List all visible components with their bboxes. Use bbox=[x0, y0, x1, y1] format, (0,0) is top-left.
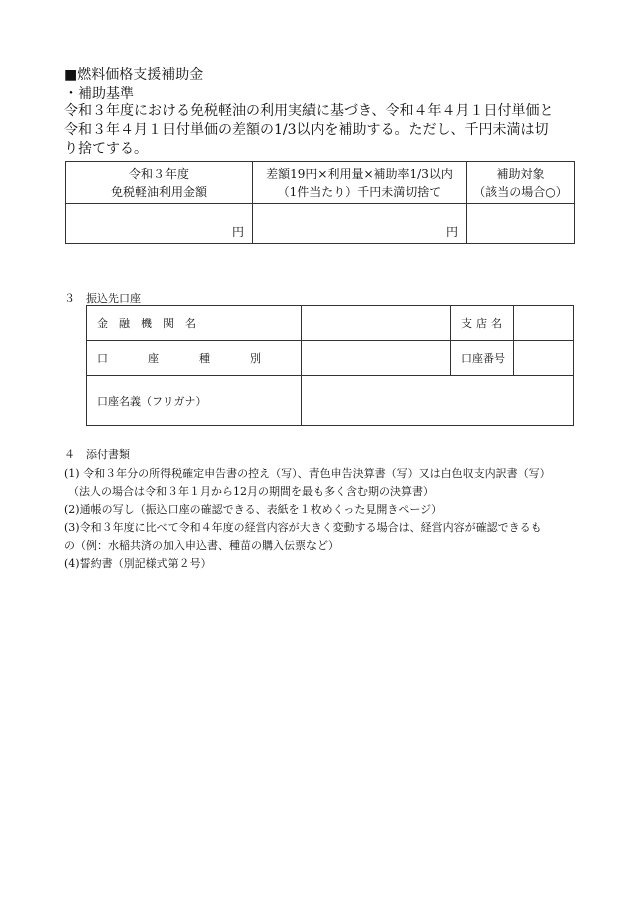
criteria-line: 令和３年度における免税軽油の利用実績に基づき、令和４年４月１日付単価と bbox=[64, 103, 554, 119]
criteria-line: り捨てする。 bbox=[64, 141, 148, 157]
attachment-item: （法人の場合は令和３年１月から12月の期間を最も多く含む期の決算書） bbox=[68, 485, 434, 498]
branch-label: 支店名 bbox=[451, 306, 514, 341]
attachment-item: (4)誓約書（別記様式第２号） bbox=[64, 557, 212, 570]
bank-label: 金融機関名 bbox=[87, 306, 302, 341]
branch-field[interactable] bbox=[514, 306, 574, 341]
header-eligibility: 補助対象 （該当の場合○） bbox=[467, 162, 575, 204]
subsidy-title: ■燃料価格支援補助金 bbox=[64, 67, 204, 83]
account-holder-field[interactable] bbox=[302, 376, 574, 426]
header-usage-amount: 令和３年度 免税軽油利用金額 bbox=[66, 162, 253, 204]
attachments-section-title: ４ 添付書類 bbox=[64, 448, 130, 461]
usage-amount-cell[interactable] bbox=[66, 204, 253, 244]
account-type-label: 口座種別 bbox=[87, 341, 302, 376]
attachment-item: の（例：水稲共済の加入申込書、種苗の購入伝票など） bbox=[64, 539, 339, 552]
header-subsidy-calc: 差額19円×利用量×補助率1/3以内 （1件当たり）千円未満切捨て bbox=[253, 162, 467, 204]
attachments-list bbox=[64, 465, 604, 573]
account-table bbox=[86, 305, 574, 426]
account-holder-label: 口座名義（フリガナ） bbox=[87, 376, 302, 426]
criteria-text bbox=[64, 102, 584, 159]
criteria-line: 令和３年４月１日付単価の差額の1/3以内を補助する。ただし、千円未満は切 bbox=[64, 122, 549, 138]
account-type-field[interactable] bbox=[302, 341, 451, 376]
yen-unit: 円 bbox=[445, 225, 458, 239]
account-number-label: 口座番号 bbox=[451, 341, 514, 376]
eligibility-cell[interactable] bbox=[467, 204, 575, 244]
bank-field[interactable] bbox=[302, 306, 451, 341]
subsidy-amount-cell[interactable] bbox=[253, 204, 467, 244]
attachment-item: (3)令和３年度に比べて令和４年度の経営内容が大きく変動する場合は、経営内容が確認できるも bbox=[64, 521, 542, 534]
account-section-title: ３ 振込先口座 bbox=[64, 292, 141, 305]
account-number-field[interactable] bbox=[514, 341, 574, 376]
yen-unit: 円 bbox=[231, 225, 244, 239]
attachment-item: (1) 令和３年分の所得税確定申告書の控え（写）、青色申告決算書（写）又は白色収支内訳書（写） bbox=[64, 467, 551, 480]
criteria-heading: ・補助基準 bbox=[64, 86, 134, 102]
subsidy-table bbox=[65, 161, 575, 244]
attachment-item: (2)通帳の写し（振込口座の確認できる、表紙を１枚めくった見開きページ） bbox=[64, 503, 443, 516]
